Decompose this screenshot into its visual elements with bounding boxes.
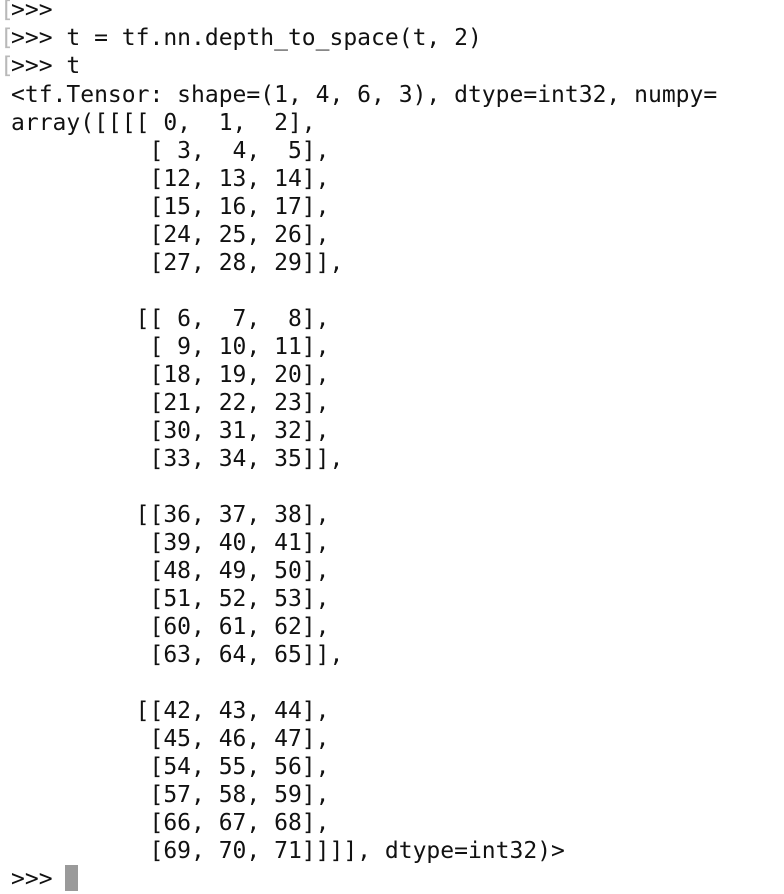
terminal-line-text: [ 3, 4, 5], — [11, 138, 330, 164]
terminal-line-text: [69, 70, 71]]]], dtype=int32)> — [11, 838, 565, 864]
prompt-text: >>> — [11, 866, 53, 892]
terminal-line-text: [60, 61, 62], — [11, 614, 330, 640]
terminal-line-text: [48, 49, 50], — [11, 558, 330, 584]
terminal-line-text: array([[[[ 0, 1, 2], — [11, 110, 316, 136]
terminal-line-text: [57, 58, 59], — [11, 782, 330, 808]
terminal-line-text: [51, 52, 53], — [11, 586, 330, 612]
terminal-line-text: [33, 34, 35]], — [11, 446, 344, 472]
terminal-line-text: [27, 28, 29]], — [11, 250, 344, 276]
terminal-line-text: [39, 40, 41], — [11, 530, 330, 556]
terminal-line-text: [18, 19, 20], — [11, 362, 330, 388]
terminal-line-text: [45, 46, 47], — [11, 726, 330, 752]
terminal-line-text: [[ 6, 7, 8], — [11, 306, 330, 332]
terminal-line-text: [21, 22, 23], — [11, 390, 330, 416]
terminal-line-text: [66, 67, 68], — [11, 810, 330, 836]
terminal-line-text: <tf.Tensor: shape=(1, 4, 6, 3), dtype=int32, numpy= — [11, 82, 718, 108]
terminal-line-text: [12, 13, 14], — [11, 166, 330, 192]
terminal-line-text: [ 9, 10, 11], — [11, 334, 330, 360]
terminal-line-text: >>> t = tf.nn.depth_to_space(t, 2) — [11, 25, 482, 51]
line-marker: [ — [0, 0, 14, 23]
terminal-line-text: >>> — [11, 0, 53, 23]
terminal-line-text: [24, 25, 26], — [11, 222, 330, 248]
terminal-line-text: [30, 31, 32], — [11, 418, 330, 444]
terminal-line-text: >>> t — [11, 53, 81, 79]
line-marker: [ — [0, 25, 14, 51]
terminal-line-text: [[36, 37, 38], — [11, 502, 330, 528]
text-cursor — [65, 865, 78, 891]
terminal-line-text: [54, 55, 56], — [11, 754, 330, 780]
line-marker: [ — [0, 53, 14, 79]
terminal-line-text: [63, 64, 65]], — [11, 642, 344, 668]
terminal-line-text: [15, 16, 17], — [11, 194, 330, 220]
terminal-line-text: [[42, 43, 44], — [11, 698, 330, 724]
